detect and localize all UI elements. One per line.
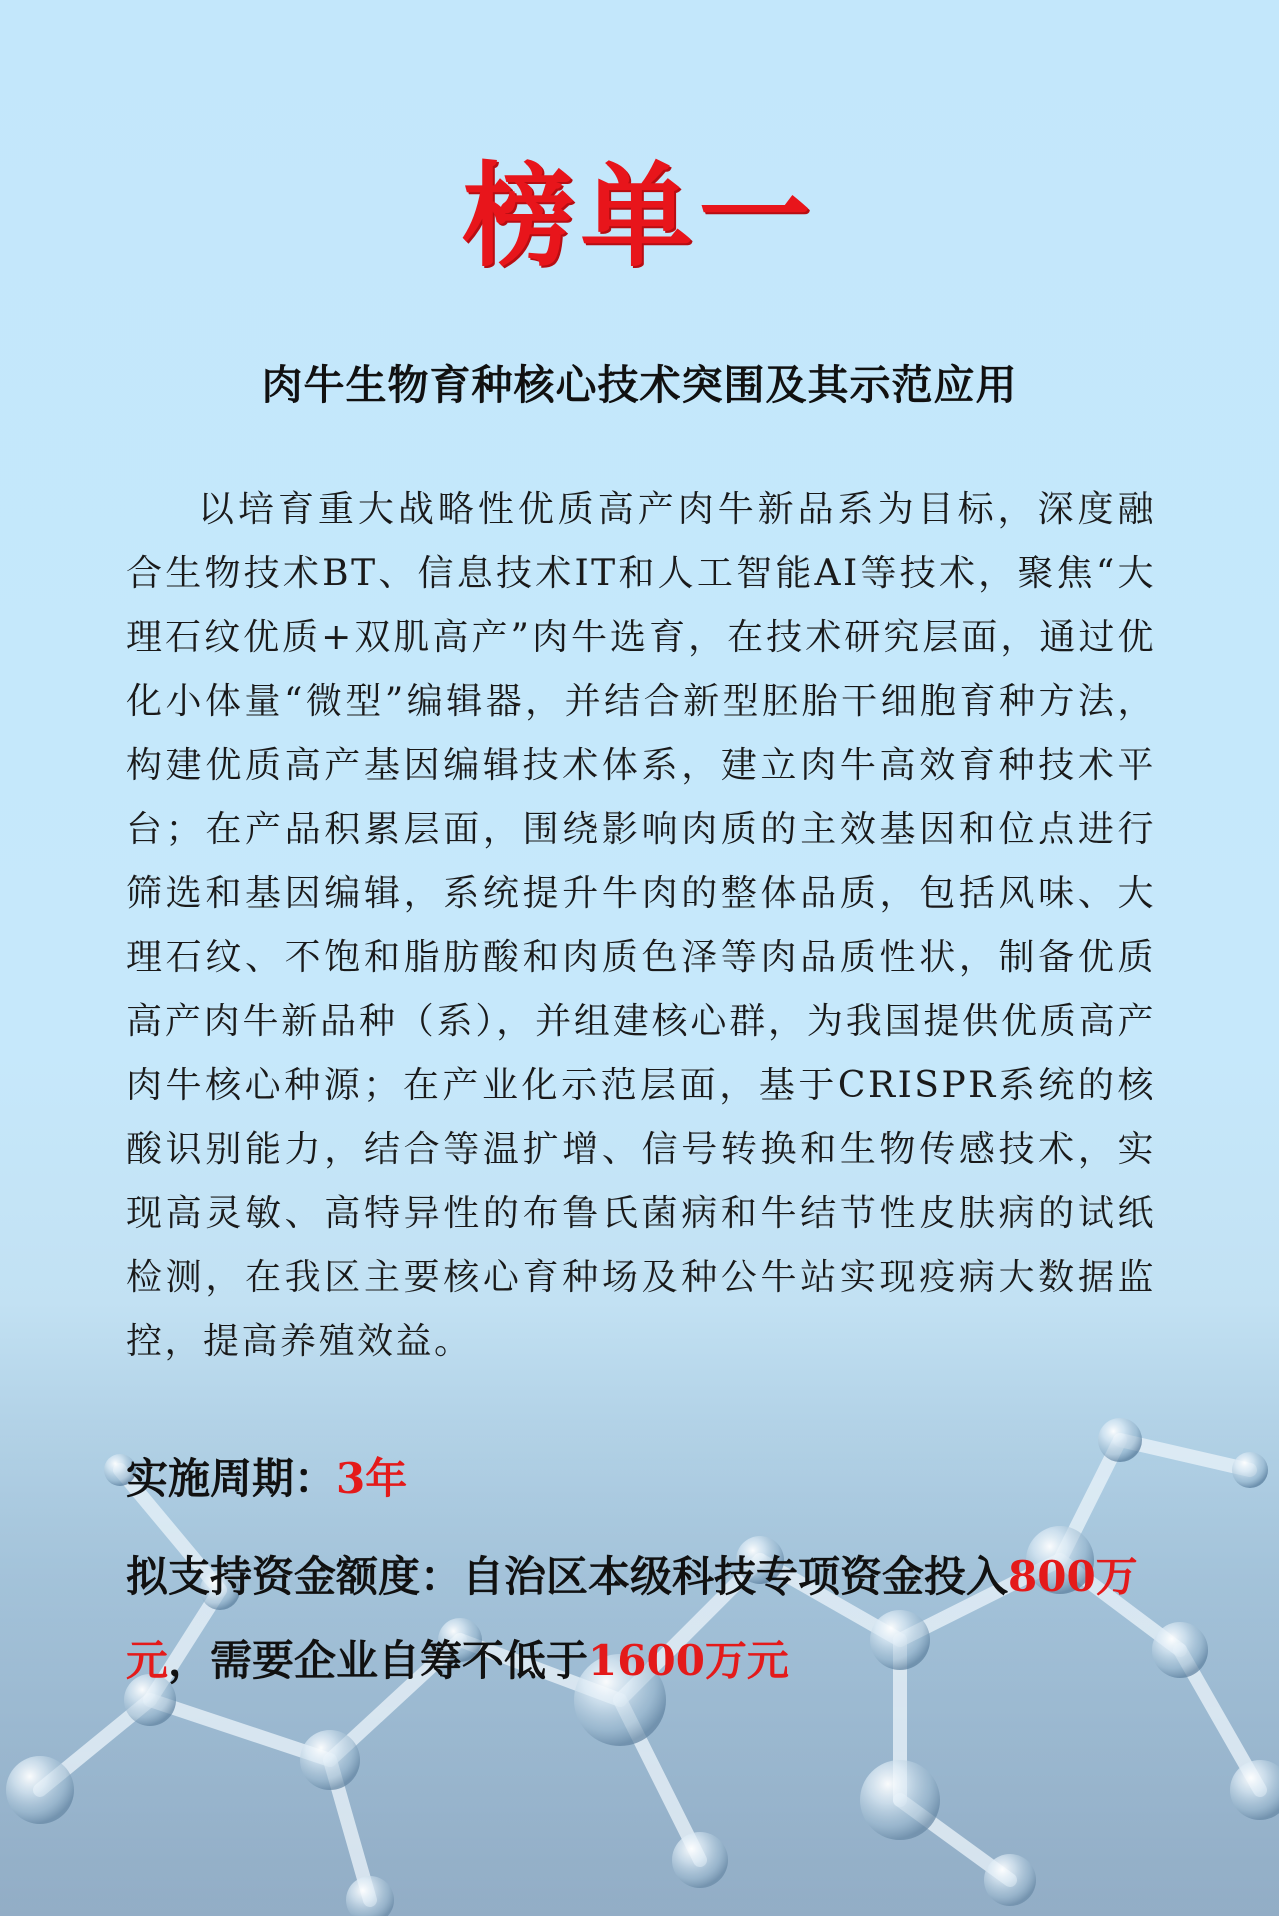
period-value: 3年: [336, 1454, 408, 1503]
enterprise-funding-amount: 1600万元: [588, 1636, 789, 1685]
funding-middle-text: ，需要企业自筹不低于: [168, 1636, 589, 1685]
project-description: 以培育重大战略性优质高产肉牛新品系为目标，深度融合生物技术BT、信息技术IT和人工智能AI等技术，聚焦“大理石纹优质+双肌高产”肉牛选育，在技术研究层面，通过优化小体量“微型”编辑器，并结合新型胚胎干细胞育种方法，构建优质高产基因编辑技术体系，建立肉牛高效育种技术平台；在产品积累层面，围绕影响肉质的主效基因和位点进行筛选和基因编辑，系统提升牛肉的整体品质，包括风味、大理石纹、不饱和脂肪酸和肉质色泽等肉品质性状，制备优质高产肉牛新品种（系），并组建核心群，为我国提供优质高产肉牛核心种源；在产业化示范层面，基于CRISPR系统的核酸识别能力，结合等温扩增、信号转换和生物传感技术，实现高灵敏、高特异性的布鲁氏菌病和牛结节性皮肤病的试纸检测，在我区主要核心育种场及种公牛站实现疫病大数据监控，提高养殖效益。: [126, 489, 1156, 1362]
period-label: 实施周期：: [126, 1454, 337, 1503]
implementation-period: [126, 1446, 1166, 1506]
government-funding-amount: 800万元: [126, 1552, 1138, 1685]
funding-label: 拟支持资金额度：自治区本级科技专项资金投入: [126, 1552, 1009, 1601]
funding-amount: [126, 1535, 1166, 1703]
project-subtitle: 肉牛生物育种核心技术突围及其示范应用: [261, 361, 1018, 409]
page-title: 榜单一: [462, 152, 817, 282]
